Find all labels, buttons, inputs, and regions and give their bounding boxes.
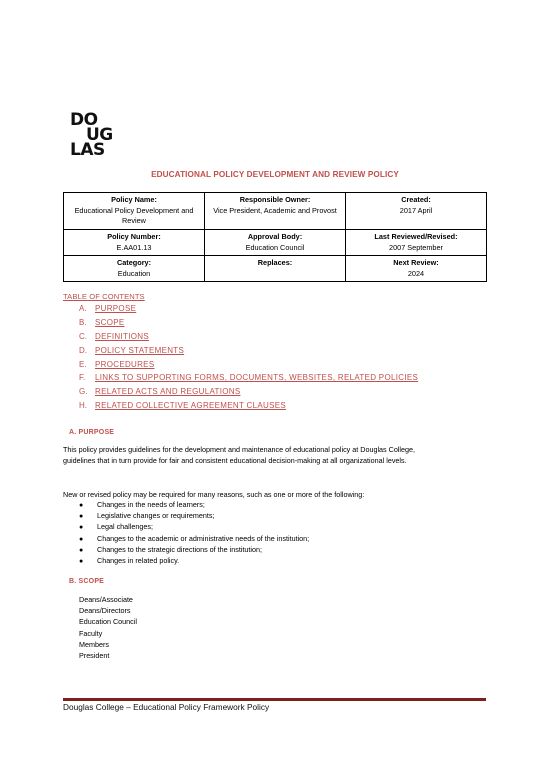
purpose-paragraph-2: New or revised policy may be required for many reasons, such as one or more of the following: — [63, 490, 365, 499]
toc-link[interactable]: PURPOSE — [95, 304, 137, 313]
toc-item-purpose[interactable] — [79, 304, 418, 318]
replaces-cell — [205, 256, 346, 282]
toc-letter: F. — [79, 373, 86, 383]
next-review-cell — [346, 256, 487, 282]
list-item — [79, 534, 309, 545]
category-cell — [64, 256, 205, 282]
owner-label: Responsible Owner: — [239, 195, 311, 204]
list-item — [79, 556, 309, 567]
purpose-heading: A. PURPOSE — [69, 429, 115, 436]
bullet-icon: ● — [79, 535, 84, 543]
toc-link[interactable]: DEFINITIONS — [95, 331, 149, 341]
toc-letter: G. — [79, 387, 88, 397]
toc-link[interactable]: POLICY STATEMENTS — [95, 345, 185, 355]
toc-link[interactable]: RELATED COLLECTIVE AGREEMENT CLAUSES — [95, 401, 286, 411]
policy-title: EDUCATIONAL POLICY DEVELOPMENT AND REVIEW POLICY — [151, 170, 399, 179]
toc-item-agreement[interactable] — [79, 401, 418, 415]
toc-letter: B. — [79, 317, 87, 327]
list-item: Members — [79, 639, 109, 649]
reviewed-value: 2007 September — [389, 242, 443, 252]
bullet-text: Changes in related policy. — [97, 555, 180, 565]
list-item: Education Council — [79, 617, 137, 627]
list-item — [79, 522, 309, 533]
created-value: 2017 April — [399, 205, 433, 215]
list-item: Faculty — [79, 628, 103, 638]
created-label: Created: — [401, 195, 431, 204]
bullet-text: Changes to the academic or administrative needs of the institution; — [97, 533, 310, 543]
toc-letter: D. — [79, 345, 87, 355]
list-item — [79, 545, 309, 556]
logo-row-1: DO — [70, 110, 98, 130]
toc-item-policy-statements[interactable] — [79, 346, 418, 360]
list-item: Deans/Directors — [79, 606, 131, 616]
toc-link[interactable]: SCOPE — [95, 317, 125, 327]
approval-value: Education Council — [245, 242, 305, 252]
approval-cell — [205, 230, 346, 256]
toc-item-scope[interactable] — [79, 318, 418, 332]
toc-link[interactable]: PROCEDURES — [95, 359, 155, 369]
bullet-icon: ● — [79, 546, 84, 554]
footer-divider — [63, 698, 486, 701]
list-item: Deans/Associate — [79, 595, 133, 604]
reviewed-label: Last Reviewed/Revised: — [374, 232, 458, 241]
policy-number-value: E.AA01.13 — [116, 242, 152, 252]
bullet-icon: ● — [79, 524, 84, 532]
purpose-paragraph-1: This policy provides guidelines for the development and maintenance of educational policy at Douglas College, guidelines that in turn provide for fair and consistent educational decision-making at all organizational levels. — [63, 445, 416, 466]
bullet-icon: ● — [79, 557, 84, 565]
logo-row-3: LAS — [70, 140, 105, 160]
toc-letter: C. — [79, 331, 87, 341]
bullet-icon: ● — [79, 513, 84, 521]
list-item: President — [79, 650, 110, 660]
policy-name-label: Policy Name: — [111, 195, 157, 204]
scope-list — [79, 595, 137, 662]
owner-value: Vice President, Academic and Provost — [213, 205, 337, 215]
replaces-label: Replaces: — [257, 258, 293, 267]
policy-number-label: Policy Number: — [107, 232, 161, 241]
toc-link[interactable]: RELATED ACTS AND REGULATIONS — [95, 387, 241, 397]
category-label: Category: — [116, 258, 152, 267]
page-footer: Douglas College – Educational Policy Framework Policy — [63, 702, 270, 712]
category-value: Education — [117, 268, 151, 278]
bullet-icon: ● — [79, 502, 84, 509]
scope-heading: B. SCOPE — [69, 578, 105, 585]
reviewed-cell — [346, 230, 487, 256]
bullet-text: Legislative changes or requirements; — [97, 511, 215, 521]
policy-name-cell — [64, 193, 205, 230]
policy-info-table — [63, 192, 487, 282]
bullet-text: Legal challenges; — [97, 522, 153, 532]
douglas-logo — [70, 110, 118, 160]
bullet-text: Changes to the strategic directions of the institution; — [97, 544, 263, 554]
created-cell — [346, 193, 487, 230]
toc-item-links[interactable] — [79, 373, 418, 387]
bullet-text: Changes in the needs of learners; — [97, 500, 205, 509]
toc-letter: H. — [79, 401, 87, 411]
toc-link[interactable]: LINKS TO SUPPORTING FORMS, DOCUMENTS, WEBSITES, RELATED POLICIES — [95, 373, 419, 383]
toc-item-procedures[interactable] — [79, 360, 418, 374]
policy-number-cell — [64, 230, 205, 256]
toc-item-definitions[interactable] — [79, 332, 418, 346]
toc-letter: E. — [79, 359, 87, 369]
list-item — [79, 500, 309, 511]
toc-heading[interactable]: TABLE OF CONTENTS — [63, 292, 145, 301]
owner-cell — [205, 193, 346, 230]
list-item — [79, 511, 309, 522]
toc-item-acts[interactable] — [79, 387, 418, 401]
approval-label: Approval Body: — [247, 232, 303, 241]
purpose-bullet-list — [79, 500, 309, 567]
logo-row-2: UG — [86, 125, 113, 145]
toc-letter: A. — [79, 304, 87, 313]
next-review-value: 2024 — [407, 268, 425, 278]
policy-name-value: Educational Policy Development and Review — [74, 205, 194, 225]
table-of-contents — [79, 304, 418, 415]
next-review-label: Next Review: — [393, 258, 439, 267]
